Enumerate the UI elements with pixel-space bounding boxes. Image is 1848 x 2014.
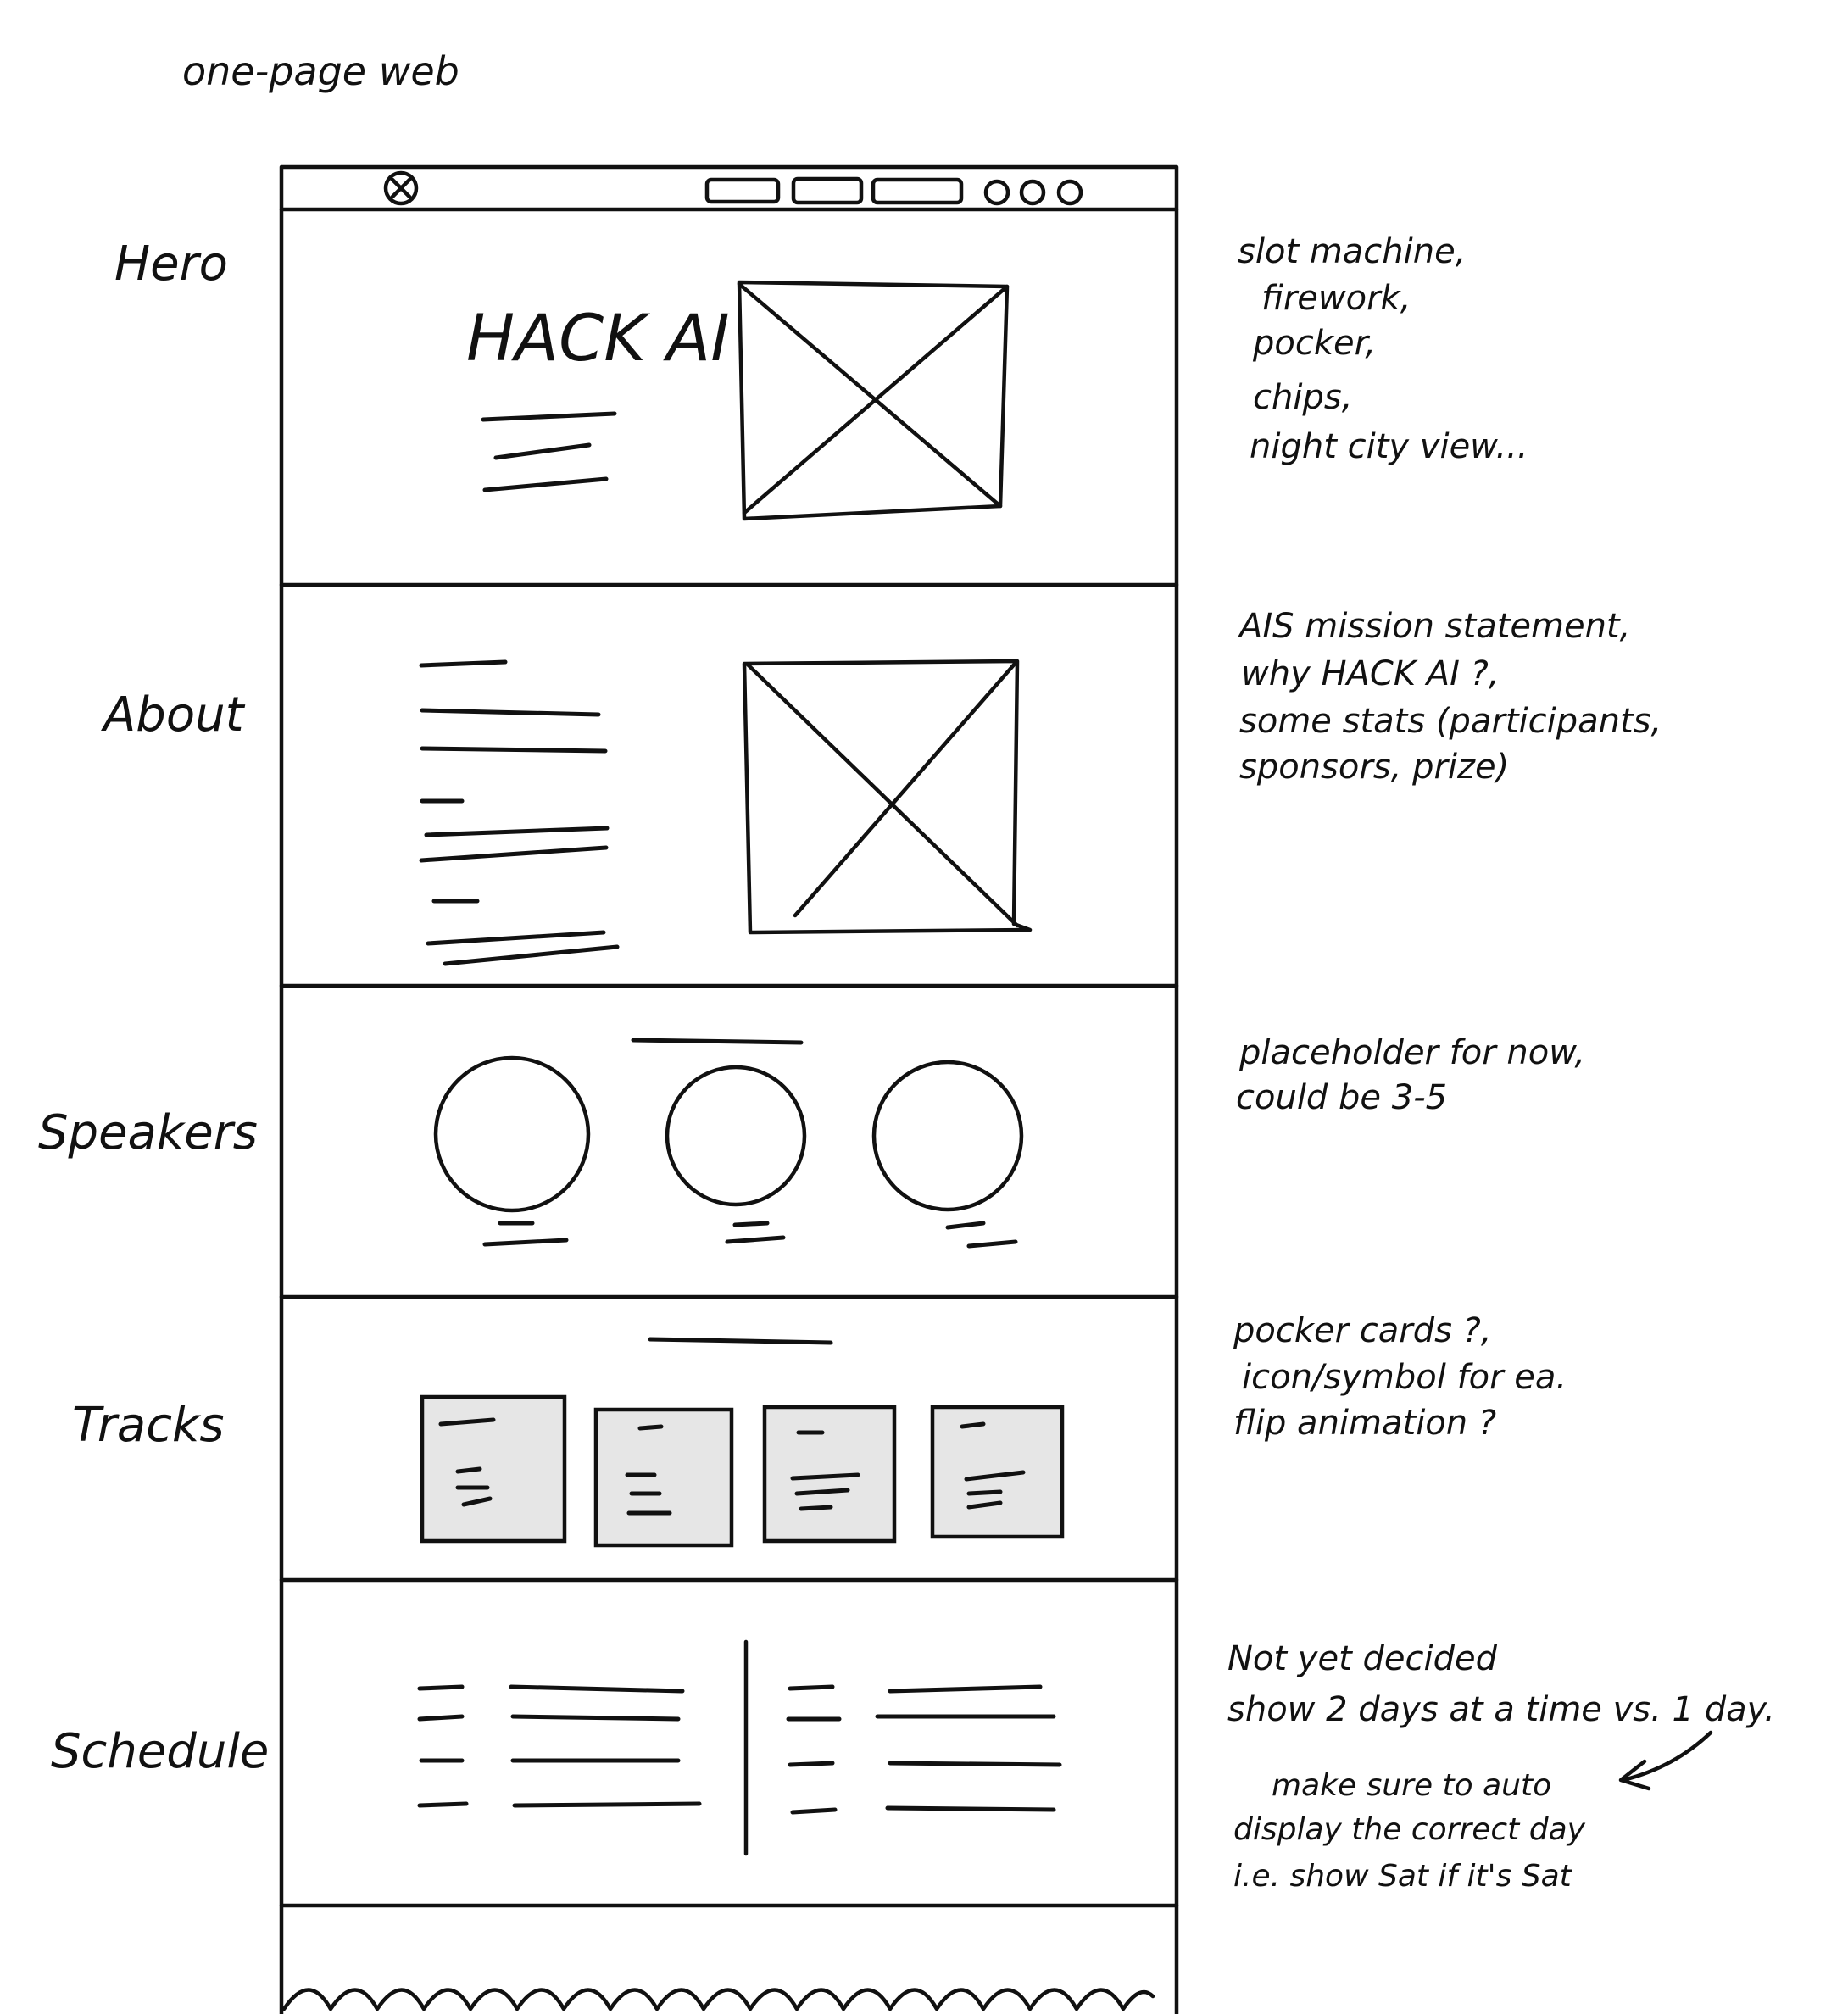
svg-text:make sure to auto: make sure to auto [1272, 1768, 1552, 1803]
hero-note [1238, 232, 1528, 466]
track-card[interactable] [596, 1410, 732, 1545]
svg-text:night city view...: night city view... [1250, 427, 1528, 466]
svg-text:Not yet decided: Not yet decided [1227, 1639, 1497, 1678]
about-text-lines [421, 662, 617, 964]
section-label-schedule: Schedule [51, 1724, 270, 1779]
nav-tab-1[interactable] [707, 180, 778, 202]
close-x-circle-icon[interactable] [386, 173, 416, 203]
svg-text:some stats (participants,: some stats (participants, [1239, 702, 1662, 741]
svg-text:i.e. show Sat if it's Sat: i.e. show Sat if it's Sat [1233, 1859, 1572, 1894]
svg-text:show 2 days at a time vs. 1 da: show 2 days at a time vs. 1 day. [1227, 1690, 1775, 1729]
about-note [1237, 607, 1662, 787]
speaker-card [436, 1058, 588, 1244]
svg-text:firework,: firework, [1261, 279, 1411, 318]
svg-text:flip animation ?: flip animation ? [1233, 1404, 1497, 1443]
svg-text:pocker cards ?,: pocker cards ?, [1233, 1311, 1492, 1350]
svg-text:chips,: chips, [1253, 378, 1353, 417]
section-label-tracks: Tracks [72, 1398, 225, 1453]
section-label-hero: Hero [114, 236, 228, 292]
arrow-icon [1621, 1733, 1711, 1789]
nav-tab-3[interactable] [873, 180, 961, 203]
hero-heading: HACK AI [466, 300, 730, 376]
nav-tab-2[interactable] [793, 179, 861, 203]
menu-dots-icon[interactable] [986, 181, 1081, 203]
speaker-avatar [667, 1067, 804, 1205]
speaker-avatar [436, 1058, 588, 1210]
svg-text:AIS mission statement,: AIS mission statement, [1239, 607, 1631, 646]
section-label-about: About [103, 687, 244, 743]
tracks-note [1233, 1311, 1567, 1443]
svg-text:icon/symbol for ea.: icon/symbol for ea. [1242, 1358, 1567, 1397]
track-card[interactable] [932, 1407, 1062, 1537]
schedule-day-2 [788, 1687, 1060, 1812]
hero-image-placeholder [739, 282, 1007, 519]
speaker-card [667, 1067, 804, 1242]
about-image-placeholder [744, 661, 1030, 932]
hero-text-lines [483, 414, 615, 490]
svg-text:slot machine,: slot machine, [1238, 232, 1467, 271]
speakers-heading-line [633, 1040, 801, 1043]
svg-text:sponsors, prize): sponsors, prize) [1239, 748, 1510, 787]
schedule-day-1 [420, 1687, 699, 1805]
schedule-note [1227, 1639, 1775, 1894]
speaker-card [874, 1062, 1021, 1246]
track-card[interactable] [765, 1407, 894, 1541]
page-title: one-page web [182, 48, 459, 94]
footer-wave [284, 1990, 1153, 2010]
section-label-speakers: Speakers [38, 1105, 258, 1160]
speakers-note [1236, 1033, 1585, 1117]
svg-text:placeholder for now,: placeholder for now, [1239, 1033, 1586, 1072]
tracks-heading-line [650, 1339, 831, 1343]
svg-text:could be 3-5: could be 3-5 [1236, 1078, 1448, 1117]
svg-text:why HACK AI ?,: why HACK AI ?, [1241, 654, 1500, 693]
track-card[interactable] [422, 1397, 565, 1541]
browser-frame [281, 167, 1177, 2014]
svg-text:display the correct day: display the correct day [1233, 1812, 1585, 1847]
speaker-avatar [874, 1062, 1021, 1210]
svg-text:pocker,: pocker, [1253, 324, 1377, 363]
